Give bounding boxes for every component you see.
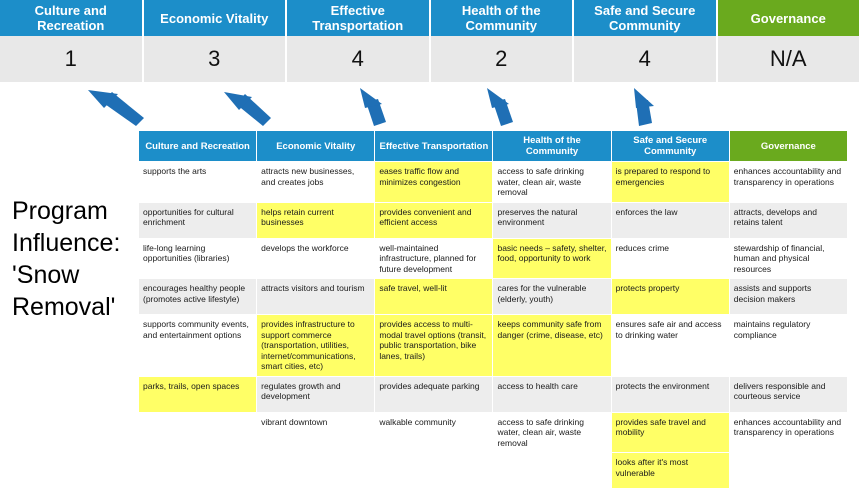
matrix-cell: attracts visitors and tourism bbox=[257, 279, 375, 315]
matrix-cell: enhances accountability and transparency in operations bbox=[729, 412, 847, 453]
matrix-cell: regulates growth and development bbox=[257, 376, 375, 412]
arrow-icon-economic bbox=[224, 92, 271, 126]
matrix-container bbox=[138, 130, 848, 489]
top-banner bbox=[0, 0, 859, 82]
matrix-cell: attracts, develops and retains talent bbox=[729, 202, 847, 238]
score-economic: 3 bbox=[144, 36, 288, 82]
matrix-cell: enforces the law bbox=[611, 202, 729, 238]
matrix-header-safety: Safe and Secure Community bbox=[611, 131, 729, 162]
top-banner-header-transportation: Effective Transportation bbox=[287, 0, 431, 36]
matrix-cell: keeps community safe from danger (crime, disease, etc) bbox=[493, 315, 611, 377]
matrix-cell: maintains regulatory compliance bbox=[729, 315, 847, 377]
arrow-band bbox=[0, 82, 859, 130]
matrix-cell: is prepared to respond to emergencies bbox=[611, 162, 729, 203]
matrix-header-governance: Governance bbox=[729, 131, 847, 162]
caption-block bbox=[12, 195, 134, 323]
top-banner-score-row bbox=[0, 36, 859, 82]
matrix-cell: looks after it's most vulnerable bbox=[611, 453, 729, 489]
matrix-cell: attracts new businesses, and creates jobs bbox=[257, 162, 375, 203]
score-governance: N/A bbox=[718, 36, 859, 82]
top-banner-header-row bbox=[0, 0, 859, 36]
matrix-cell: life-long learning opportunities (libraries) bbox=[139, 238, 257, 279]
arrow-icon-safety bbox=[634, 88, 654, 126]
top-banner-header-health: Health of the Community bbox=[431, 0, 575, 36]
matrix-cell: parks, trails, open spaces bbox=[139, 376, 257, 412]
arrow-icon-transportation bbox=[360, 88, 386, 126]
score-health: 2 bbox=[431, 36, 575, 82]
top-banner-header-economic: Economic Vitality bbox=[144, 0, 288, 36]
matrix-header-transportation: Effective Transportation bbox=[375, 131, 493, 162]
matrix-cell: protects the environment bbox=[611, 376, 729, 412]
matrix-cell: assists and supports decision makers bbox=[729, 279, 847, 315]
matrix-body bbox=[139, 162, 848, 489]
matrix-cell: provides infrastructure to support commerce (transportation, utilities, internet/communications, smart cities, etc) bbox=[257, 315, 375, 377]
matrix-cell: basic needs – safety, shelter, food, opportunity to work bbox=[493, 238, 611, 279]
table-row bbox=[139, 453, 848, 489]
table-row bbox=[139, 315, 848, 377]
score-culture: 1 bbox=[0, 36, 144, 82]
caption-line-4: Removal' bbox=[12, 291, 134, 323]
matrix-cell bbox=[493, 453, 611, 489]
matrix-cell: develops the workforce bbox=[257, 238, 375, 279]
matrix-cell: encourages healthy people (promotes active lifestyle) bbox=[139, 279, 257, 315]
table-row bbox=[139, 202, 848, 238]
table-row bbox=[139, 279, 848, 315]
matrix-header-economic: Economic Vitality bbox=[257, 131, 375, 162]
caption-line-2: Influence: bbox=[12, 227, 134, 259]
matrix-header-culture: Culture and Recreation bbox=[139, 131, 257, 162]
matrix-cell: reduces crime bbox=[611, 238, 729, 279]
matrix-cell: access to safe drinking water, clean air, waste removal bbox=[493, 162, 611, 203]
matrix-cell: delivers responsible and courteous service bbox=[729, 376, 847, 412]
matrix-cell bbox=[375, 453, 493, 489]
caption-line-3: 'Snow bbox=[12, 259, 134, 291]
table-row bbox=[139, 376, 848, 412]
matrix-cell: provides access to multi-modal travel options (transit, public transportation, bike lanes, trails) bbox=[375, 315, 493, 377]
table-row bbox=[139, 238, 848, 279]
matrix-cell: provides adequate parking bbox=[375, 376, 493, 412]
matrix-cell: opportunities for cultural enrichment bbox=[139, 202, 257, 238]
score-safety: 4 bbox=[574, 36, 718, 82]
matrix-header-row bbox=[139, 131, 848, 162]
matrix-cell: supports the arts bbox=[139, 162, 257, 203]
outcomes-matrix bbox=[138, 130, 848, 489]
matrix-header-health: Health of the Community bbox=[493, 131, 611, 162]
matrix-cell: cares for the vulnerable (elderly, youth) bbox=[493, 279, 611, 315]
matrix-cell: vibrant downtown bbox=[257, 412, 375, 453]
matrix-cell: ensures safe air and access to drinking water bbox=[611, 315, 729, 377]
table-row bbox=[139, 412, 848, 453]
matrix-cell: access to safe drinking water, clean air, waste removal bbox=[493, 412, 611, 453]
matrix-cell bbox=[729, 453, 847, 489]
score-transportation: 4 bbox=[287, 36, 431, 82]
matrix-cell: supports community events, and entertainment options bbox=[139, 315, 257, 377]
matrix-cell bbox=[139, 412, 257, 453]
arrow-icon-culture bbox=[88, 90, 144, 126]
matrix-cell: walkable community bbox=[375, 412, 493, 453]
matrix-cell: preserves the natural environment bbox=[493, 202, 611, 238]
caption-line-1: Program bbox=[12, 195, 134, 227]
top-banner-header-safety: Safe and Secure Community bbox=[574, 0, 718, 36]
table-row bbox=[139, 162, 848, 203]
top-banner-header-governance: Governance bbox=[718, 0, 859, 36]
matrix-cell bbox=[257, 453, 375, 489]
matrix-cell: provides convenient and efficient access bbox=[375, 202, 493, 238]
matrix-cell: provides safe travel and mobility bbox=[611, 412, 729, 453]
matrix-cell: eases traffic flow and minimizes congestion bbox=[375, 162, 493, 203]
matrix-cell: stewardship of financial, human and physical resources bbox=[729, 238, 847, 279]
matrix-cell: well-maintained infrastructure, planned for future development bbox=[375, 238, 493, 279]
matrix-cell: access to health care bbox=[493, 376, 611, 412]
matrix-cell: protects property bbox=[611, 279, 729, 315]
top-banner-header-culture: Culture and Recreation bbox=[0, 0, 144, 36]
matrix-cell: enhances accountability and transparency in operations bbox=[729, 162, 847, 203]
matrix-cell bbox=[139, 453, 257, 489]
arrow-icon-health bbox=[487, 88, 513, 126]
matrix-cell: helps retain current businesses bbox=[257, 202, 375, 238]
matrix-cell: safe travel, well-lit bbox=[375, 279, 493, 315]
